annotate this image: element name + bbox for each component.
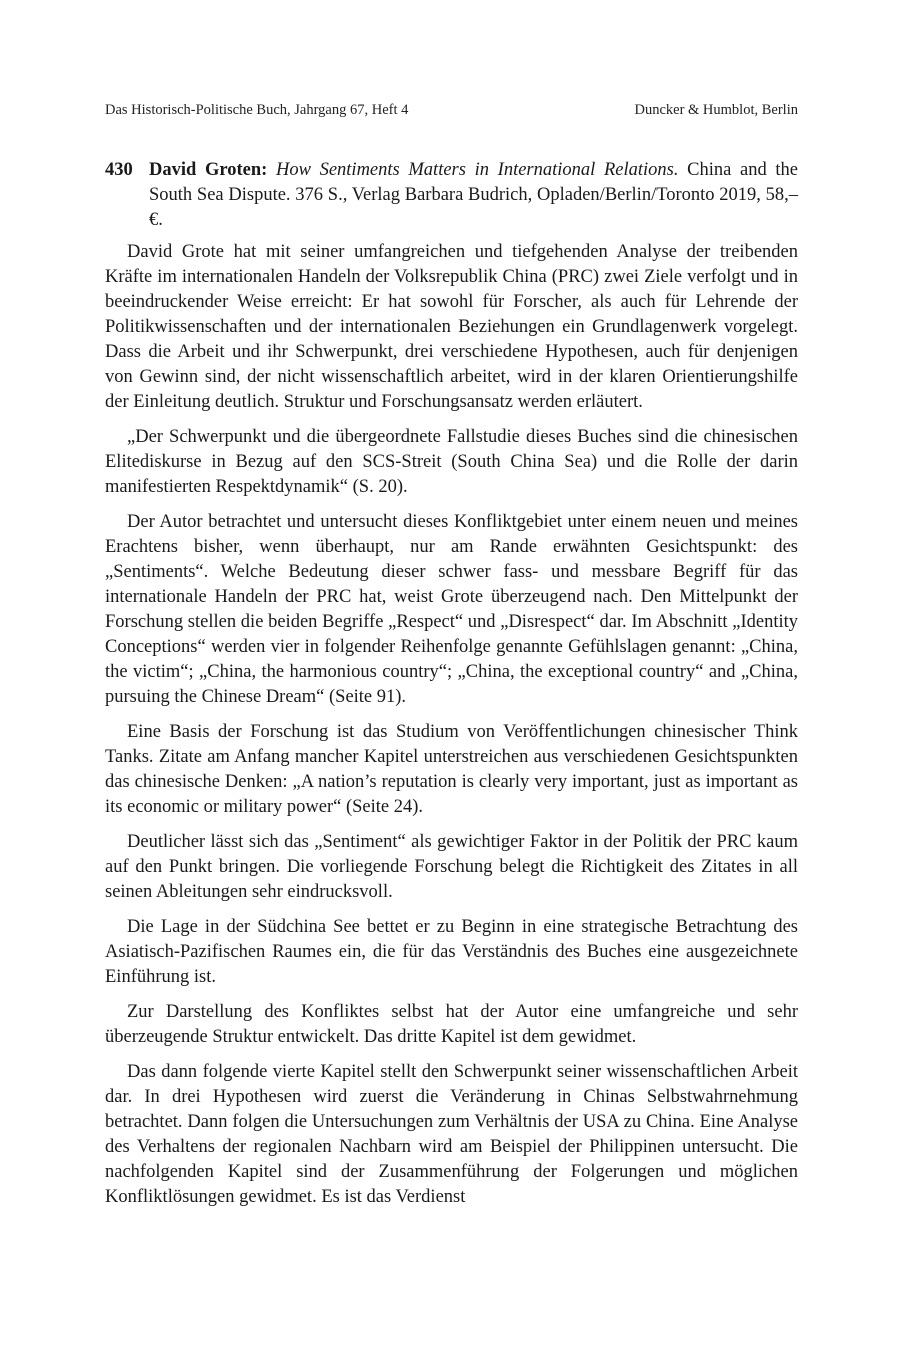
publisher-name: Duncker & Humblot, Berlin [634, 102, 798, 118]
paragraph: Das dann folgende vierte Kapitel stellt den Schwerpunkt seiner wissenschaftlichen Arbeit dar. In drei Hypothesen wird zuerst die Veränderung in Chinas Selbstwahrnehmung betrachtet. Dann folgen die Untersuchungen zum Verhältnis der USA zu China. Eine Analyse des Verhaltens der regionalen Nachbarn wird am Beispiel der Philippinen untersucht. Die nachfolgenden Kapitel sind der Zusammenführung der Folgerungen und möglichen Konfliktlösungen gewidmet. Es ist das Verdienst [105, 1062, 798, 1207]
entry-details: China and the South Sea Dispute. 376 S., Verlag Barbara Budrich, Opladen/Berlin/Toronto 2019, 58,– €. [149, 160, 798, 230]
paragraph: Zur Darstellung des Konfliktes selbst hat der Autor eine umfangreiche und sehr überzeugende Struktur entwickelt. Das dritte Kapitel ist dem gewidmet. [105, 1002, 798, 1047]
paragraph: Deutlicher lässt sich das „Sentiment“ als gewichtiger Faktor in der Politik der PRC kaum auf den Punkt bringen. Die vorliegende Forschung belegt die Richtigkeit des Zitates in all seinen Ableitungen sehr eindrucksvoll. [105, 832, 798, 902]
review-body [105, 240, 798, 1220]
paragraph: „Der Schwerpunkt und die übergeordnete Fallstudie dieses Buches sind die chinesischen Elitediskurse in Bezug auf den SCS-Streit (South China Sea) und die Rolle der darin manifestierten Respektdynamik“ (S. 20). [105, 427, 798, 497]
bibliographic-entry [105, 158, 798, 233]
running-header [105, 101, 798, 119]
entry-citation [149, 158, 798, 233]
paragraph: David Grote hat mit seiner umfangreichen und tiefgehenden Analyse der treibenden Kräfte im internationalen Handeln der Volksrepublik China (PRC) zwei Ziele verfolgt und in beeindruckender Weise erreicht: Er hat sowohl für Forscher, als auch für Lehrende der Politikwissenschaften und der internationalen Beziehungen ein Grundlagenwerk vorgelegt. Dass die Arbeit und ihr Schwerpunkt, drei verschiedene Hypothesen, auch für denjenigen von Gewinn sind, der nicht wissenschaftlich arbeitet, wird in der klaren Orientierungshilfe der Einleitung deutlich. Struktur und Forschungsansatz werden erläutert. [105, 242, 798, 412]
journal-title: Das Historisch-Politische Buch, Jahrgang 67, Heft 4 [105, 102, 409, 118]
paragraph: Der Autor betrachtet und untersucht dieses Konfliktgebiet unter einem neuen und meines Erachtens bisher, wenn überhaupt, nur am Rande erwähnten Gesichtspunkt: des „Sentiments“. Welche Bedeutung dieser schwer fass- und messbare Begriff für das internationale Handeln der PRC hat, weist Grote überzeugend nach. Den Mittelpunkt der Forschung stellen die beiden Begriffe „Respect“ und „Disrespect“ dar. Im Abschnitt „Identity Conceptions“ werden vier in folgender Reihenfolge genannte Gefühlslagen genannt: „China, the victim“; „China, the harmonious country“; „China, the exceptional country“ and „China, pursuing the Chinese Dream“ (Seite 91). [105, 512, 798, 707]
paragraph: Eine Basis der Forschung ist das Studium von Veröffentlichungen chinesischer Think Tanks. Zitate am Anfang mancher Kapitel unterstreichen aus verschiedenen Gesichtspunkten das chinesische Denken: „A nation’s reputation is clearly very important, just as important as its economic or military power“ (Seite 24). [105, 722, 798, 817]
entry-title: How Sentiments Matters in International Relations. [275, 160, 679, 180]
paragraph: Die Lage in der Südchina See bettet er zu Beginn in eine strategische Betrachtung des Asiatisch-Pazifischen Raumes ein, die für das Verständnis des Buches eine ausgezeichnete Einführung ist. [105, 917, 798, 987]
entry-author: David Groten: [149, 160, 268, 180]
entry-number: 430 [105, 160, 133, 180]
